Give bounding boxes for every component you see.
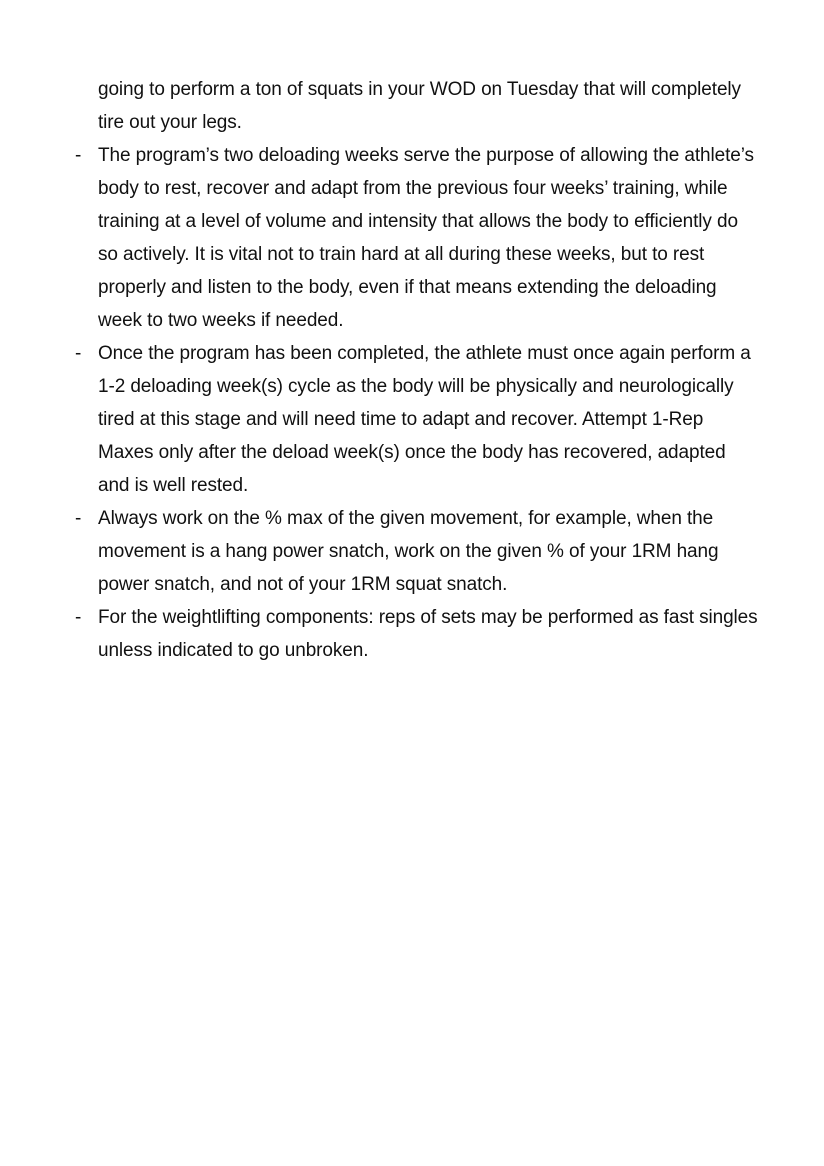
list-item (75, 601, 758, 667)
list-item (75, 502, 758, 601)
list-item-text: The program’s two deloading weeks serve the purpose of allowing the athlete’s body to rest, recover and adapt from the previous four weeks’ training, while training at a level of volume and intensity that allows the body to efficiently do so actively. It is vital not to train hard at all during these weeks, but to rest properly and listen to the body, even if that means extending the deloading week to two weeks if needed. (98, 145, 754, 331)
bullet-list (75, 139, 758, 667)
list-item (75, 139, 758, 337)
list-item (75, 337, 758, 502)
list-item-text: For the weightlifting components: reps of sets may be performed as fast singles unless indicated to go unbroken. (98, 607, 758, 661)
continuation-paragraph: going to perform a ton of squats in your WOD on Tuesday that will completely tire out your legs. (98, 79, 741, 133)
bullet-dash: - (75, 343, 82, 364)
bullet-dash: - (75, 607, 82, 628)
bullet-dash: - (75, 508, 82, 529)
document-body (75, 73, 758, 667)
bullet-dash: - (75, 145, 82, 166)
list-item-text: Once the program has been completed, the athlete must once again perform a 1-2 deloading week(s) cycle as the body will be physically and neurologically tired at this stage and will need time to adapt and recover. Attempt 1-Rep Maxes only after the deload week(s) once the body has recovered, adapted and is well rested. (98, 343, 751, 496)
list-item-text: Always work on the % max of the given movement, for example, when the movement is a hang power snatch, work on the given % of your 1RM hang power snatch, and not of your 1RM squat snatch. (98, 508, 719, 595)
